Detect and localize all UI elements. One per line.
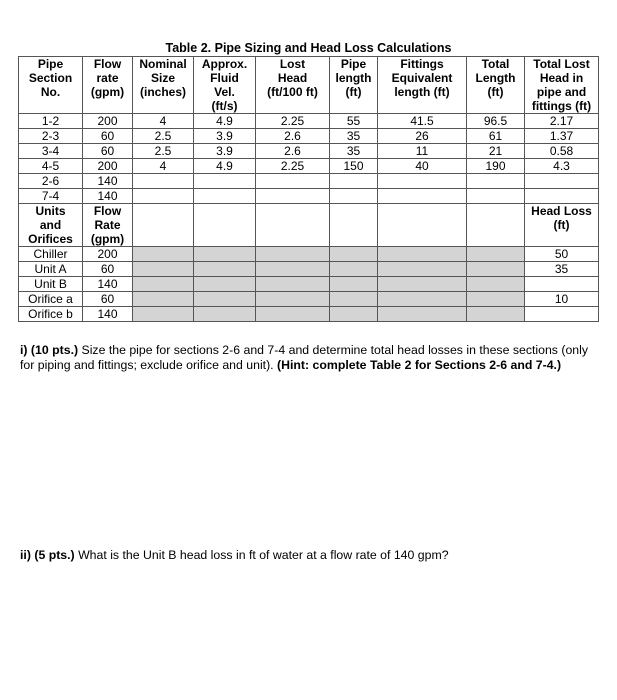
cell-total-head [525,189,599,204]
cell-unit-head [525,277,599,292]
cell-unit-flow: 200 [83,247,133,262]
shaded-cell [256,247,330,262]
table-title: Table 2. Pipe Sizing and Head Loss Calculations [165,41,452,55]
cell-total-head: 4.3 [525,159,599,174]
table-row [19,159,599,174]
header-velocity: Approx. Fluid Vel. (ft/s) [194,57,256,114]
table-row [19,114,599,129]
cell-flow: 60 [83,144,133,159]
table-row [19,189,599,204]
cell-fittings: 11 [378,144,467,159]
cell-size: 2.5 [133,129,194,144]
shaded-cell [194,247,256,262]
shaded-cell [194,292,256,307]
shaded-cell [133,307,194,322]
cell-unit-name: Orifice b [19,307,83,322]
cell-unit-flow: 140 [83,307,133,322]
cell-pipe-length: 35 [330,144,378,159]
cell-velocity: 4.9 [194,114,256,129]
cell-velocity: 4.9 [194,159,256,174]
cell-pipe-length [330,174,378,189]
empty-cell [467,204,525,247]
cell-section: 2-3 [19,129,83,144]
cell-fittings [378,189,467,204]
empty-cell [194,204,256,247]
cell-unit-head: 10 [525,292,599,307]
shaded-cell [133,277,194,292]
cell-section: 2-6 [19,174,83,189]
cell-pipe-length: 150 [330,159,378,174]
cell-size: 4 [133,114,194,129]
cell-total-head [525,174,599,189]
cell-fittings [378,174,467,189]
table-row [19,174,599,189]
question-2-text: What is the Unit B head loss in ft of water at a flow rate of 140 gpm? [74,548,449,562]
cell-total-head: 2.17 [525,114,599,129]
shaded-cell [330,292,378,307]
shaded-cell [330,262,378,277]
cell-pipe-length [330,189,378,204]
cell-section: 1-2 [19,114,83,129]
shaded-cell [133,262,194,277]
empty-cell [133,204,194,247]
cell-flow: 200 [83,114,133,129]
shaded-cell [378,307,467,322]
header-pipe-section: Pipe Section No. [19,57,83,114]
shaded-cell [256,307,330,322]
table-row [19,129,599,144]
cell-lost-head [256,174,330,189]
shaded-cell [330,277,378,292]
header-unit-flow: Flow Rate (gpm) [83,204,133,247]
shaded-cell [330,247,378,262]
unit-row [19,307,599,322]
cell-flow: 60 [83,129,133,144]
cell-pipe-length: 55 [330,114,378,129]
cell-fittings: 41.5 [378,114,467,129]
header-pipe-length: Pipe length (ft) [330,57,378,114]
empty-cell [330,204,378,247]
cell-flow: 200 [83,159,133,174]
question-2 [20,548,600,563]
cell-total-length: 96.5 [467,114,525,129]
cell-fittings: 40 [378,159,467,174]
shaded-cell [194,277,256,292]
shaded-cell [330,307,378,322]
shaded-cell [467,307,525,322]
cell-unit-name: Chiller [19,247,83,262]
cell-unit-flow: 140 [83,277,133,292]
question-1-label: i) (10 pts.) [20,343,79,357]
table-row [19,144,599,159]
header-total-lost: Total Lost Head in pipe and fittings (ft) [525,57,599,114]
shaded-cell [378,292,467,307]
shaded-cell [256,292,330,307]
cell-fittings: 26 [378,129,467,144]
cell-unit-flow: 60 [83,262,133,277]
shaded-cell [378,247,467,262]
question-1 [20,343,600,373]
cell-unit-name: Orifice a [19,292,83,307]
cell-lost-head [256,189,330,204]
cell-unit-flow: 60 [83,292,133,307]
cell-total-length: 21 [467,144,525,159]
question-2-label: ii) (5 pts.) [20,548,75,562]
shaded-cell [256,262,330,277]
header-lost-head: Lost Head (ft/100 ft) [256,57,330,114]
cell-lost-head: 2.6 [256,129,330,144]
header-total-length: Total Length (ft) [467,57,525,114]
cell-velocity [194,189,256,204]
cell-lost-head: 2.6 [256,144,330,159]
cell-total-length [467,189,525,204]
cell-size [133,189,194,204]
header-fittings: Fittings Equivalent length (ft) [378,57,467,114]
shaded-cell [378,277,467,292]
shaded-cell [378,262,467,277]
cell-unit-head [525,307,599,322]
unit-row [19,262,599,277]
question-1-hint: (Hint: complete Table 2 for Sections 2-6 and 7-4.) [277,358,562,372]
cell-pipe-length: 35 [330,129,378,144]
units-header-row [19,204,599,247]
cell-unit-head: 50 [525,247,599,262]
cell-size: 4 [133,159,194,174]
cell-size: 2.5 [133,144,194,159]
shaded-cell [194,262,256,277]
unit-row [19,247,599,262]
empty-cell [256,204,330,247]
header-row [19,57,599,114]
unit-row [19,277,599,292]
header-units: Units and Orifices [19,204,83,247]
cell-total-head: 1.37 [525,129,599,144]
shaded-cell [133,247,194,262]
shaded-cell [194,307,256,322]
header-flow-rate: Flow rate (gpm) [83,57,133,114]
cell-velocity: 3.9 [194,129,256,144]
unit-row [19,292,599,307]
shaded-cell [467,277,525,292]
cell-lost-head: 2.25 [256,114,330,129]
cell-unit-name: Unit B [19,277,83,292]
question-1-text: Size the pipe for sections 2-6 and 7-4 and determine total head losses in these sections (only for piping and fittings; exclude orifice and unit). [20,343,589,372]
cell-flow: 140 [83,189,133,204]
cell-unit-name: Unit A [19,262,83,277]
cell-section: 4-5 [19,159,83,174]
cell-lost-head: 2.25 [256,159,330,174]
shaded-cell [133,292,194,307]
shaded-cell [467,247,525,262]
cell-total-length: 190 [467,159,525,174]
cell-section: 7-4 [19,189,83,204]
cell-total-head: 0.58 [525,144,599,159]
empty-cell [378,204,467,247]
cell-velocity: 3.9 [194,144,256,159]
cell-size [133,174,194,189]
shaded-cell [467,292,525,307]
pipe-sizing-table [18,56,599,322]
cell-velocity [194,174,256,189]
shaded-cell [256,277,330,292]
cell-section: 3-4 [19,144,83,159]
cell-total-length: 61 [467,129,525,144]
cell-flow: 140 [83,174,133,189]
cell-total-length [467,174,525,189]
header-nominal-size: Nominal Size (inches) [133,57,194,114]
shaded-cell [467,262,525,277]
header-head-loss: Head Loss (ft) [525,204,599,247]
cell-unit-head: 35 [525,262,599,277]
